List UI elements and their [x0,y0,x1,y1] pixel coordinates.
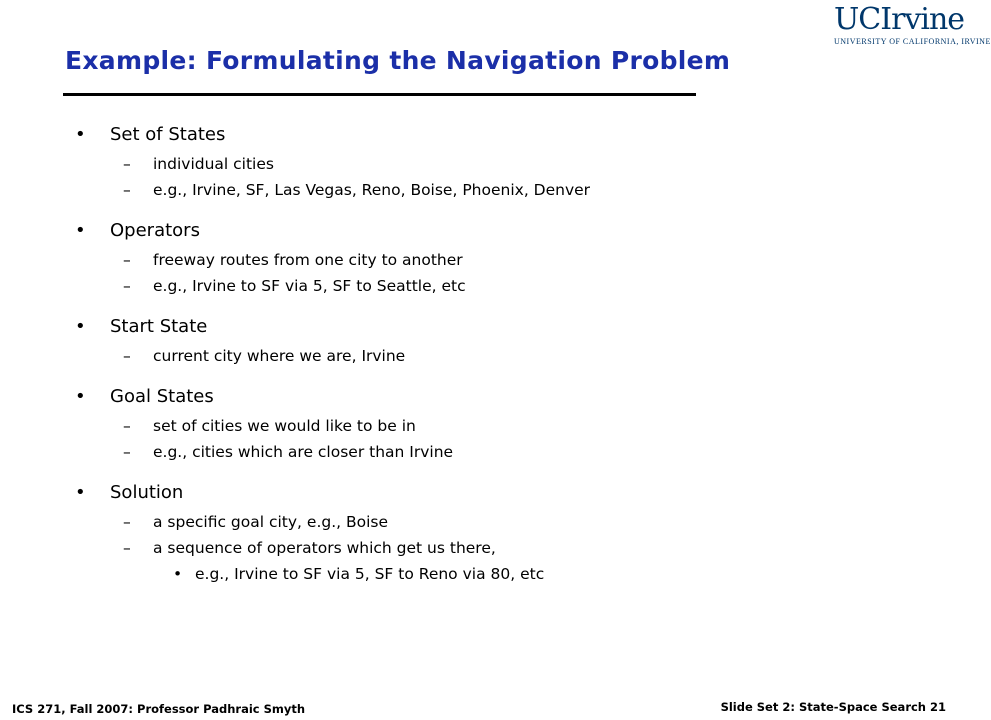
sub-bullet: – current city where we are, Irvine [75,343,935,369]
bullet-heading: • Solution [75,477,935,509]
sub-bullet: – freeway routes from one city to another [75,247,935,273]
slide-title: Example: Formulating the Navigation Problem [65,46,731,75]
section-operators [75,215,935,299]
logo-sub-text: UNIVERSITY OF CALIFORNIA, IRVINE [834,37,991,46]
bullet-heading: • Start State [75,311,935,343]
footer-slide-number: Slide Set 2: State-Space Search 21 [720,700,946,714]
bullet-heading: • Operators [75,215,935,247]
slide-content [75,119,935,599]
logo-main-text: UCIrvine [834,2,965,37]
section-goal-states [75,381,935,465]
bullet-heading: • Goal States [75,381,935,413]
section-start-state [75,311,935,369]
sub-bullet: – e.g., Irvine to SF via 5, SF to Seattle, etc [75,273,935,299]
title-underline [63,93,696,96]
sub-bullet: – e.g., Irvine, SF, Las Vegas, Reno, Boise, Phoenix, Denver [75,177,935,203]
sub-bullet: – individual cities [75,151,935,177]
section-set-of-states [75,119,935,203]
sub-bullet: – e.g., cities which are closer than Irvine [75,439,935,465]
sub-bullet: – a specific goal city, e.g., Boise [75,509,935,535]
sub-bullet: – set of cities we would like to be in [75,413,935,439]
footer-course-info: ICS 271, Fall 2007: Professor Padhraic Smyth [12,702,306,716]
section-solution [75,477,935,587]
sub-bullet: – a sequence of operators which get us there, [75,535,935,561]
sub-sub-bullet: • e.g., Irvine to SF via 5, SF to Reno via 80, etc [75,561,935,587]
ucirvine-logo [834,2,991,46]
bullet-heading: • Set of States [75,119,935,151]
